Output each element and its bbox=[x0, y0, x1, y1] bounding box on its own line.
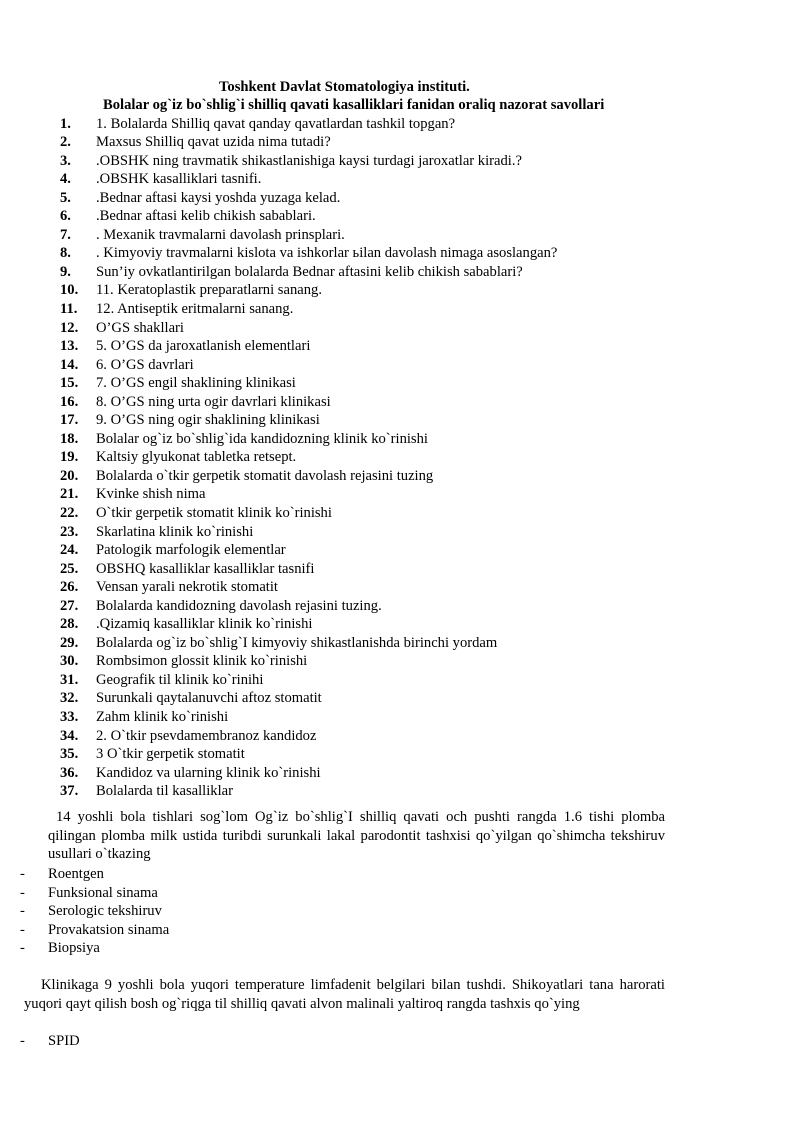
question-item bbox=[60, 541, 557, 560]
question-item bbox=[60, 263, 557, 282]
question-text: Surunkali qaytalanuvchi aftoz stomatit bbox=[96, 690, 322, 707]
question-text: Bolalar og`iz bo`shlig`ida kandidozning klinik ko`rinishi bbox=[96, 430, 428, 447]
question-item bbox=[60, 485, 557, 504]
question-number: 31. bbox=[60, 671, 79, 688]
question-text: 5. O’GS da jaroxatlanish elementlari bbox=[96, 338, 311, 355]
question-text: Kandidoz va ularning klinik ko`rinishi bbox=[96, 764, 321, 781]
question-text: Kvinke shish nima bbox=[96, 486, 206, 503]
question-item bbox=[60, 615, 557, 634]
question-text: .OBSHK ning travmatik shikastlanishiga kaysi turdagi jaroxatlar kiradi.? bbox=[96, 152, 522, 169]
question-item bbox=[60, 578, 557, 597]
question-number: 8. bbox=[60, 245, 71, 262]
question-item bbox=[60, 411, 557, 430]
question-number: 4. bbox=[60, 171, 71, 188]
question-item bbox=[60, 115, 557, 134]
question-item bbox=[60, 671, 557, 690]
question-item bbox=[60, 448, 557, 467]
question-text: Patologik marfologik elementlar bbox=[96, 542, 286, 559]
question-item bbox=[60, 319, 557, 338]
question-text: Bolalarda til kasalliklar bbox=[96, 783, 233, 800]
question-text: 9. O’GS ning ogir shaklining klinikasi bbox=[96, 412, 320, 429]
option-dash: - bbox=[20, 884, 25, 901]
question-number: 24. bbox=[60, 542, 79, 559]
question-item bbox=[60, 727, 557, 746]
question-item bbox=[60, 560, 557, 579]
question-number: 37. bbox=[60, 783, 79, 800]
question-text: .Bednar aftasi kelib chikish sabablari. bbox=[96, 208, 316, 225]
question-text: Rombsimon glossit klinik ko`rinishi bbox=[96, 653, 308, 670]
answer-option bbox=[20, 865, 169, 884]
question-number: 30. bbox=[60, 653, 79, 670]
question-number: 32. bbox=[60, 690, 79, 707]
question-item bbox=[60, 708, 557, 727]
question-item bbox=[60, 244, 557, 263]
question-number: 7. bbox=[60, 226, 71, 243]
answer-option bbox=[20, 939, 169, 958]
question-text: 8. O’GS ning urta ogir davrlari klinikasi bbox=[96, 393, 331, 410]
question-item bbox=[60, 226, 557, 245]
question-text: .Bednar aftasi kaysi yoshda yuzaga kelad. bbox=[96, 189, 341, 206]
option-text: Serologic tekshiruv bbox=[48, 903, 162, 919]
question-item bbox=[60, 597, 557, 616]
question-number: 36. bbox=[60, 764, 79, 781]
question-item bbox=[60, 374, 557, 393]
question-item bbox=[60, 745, 557, 764]
question-item bbox=[60, 634, 557, 653]
question-item bbox=[60, 467, 557, 486]
question-text: 1. Bolalarda Shilliq qavat qanday qavatlardan tashkil topgan? bbox=[96, 115, 456, 132]
question-number: 28. bbox=[60, 616, 79, 633]
question-text: Bolalarda o`tkir gerpetik stomatit davolash rejasini tuzing bbox=[96, 467, 434, 484]
question-number: 19. bbox=[60, 449, 79, 466]
answer-option bbox=[20, 902, 169, 921]
option-text: Biopsiya bbox=[48, 940, 100, 956]
question-text: O’GS shakllari bbox=[96, 319, 184, 336]
question-number: 5. bbox=[60, 189, 71, 206]
question-item bbox=[60, 523, 557, 542]
question-number: 2. bbox=[60, 134, 71, 151]
question-number: 15. bbox=[60, 375, 79, 392]
question-number: 3. bbox=[60, 152, 71, 169]
option-dash: - bbox=[20, 921, 25, 938]
question-text: . Mexanik travmalarni davolash prinsplari. bbox=[96, 226, 345, 243]
question-item bbox=[60, 764, 557, 783]
question-number: 22. bbox=[60, 504, 79, 521]
question-text: . Kimyoviy travmalarni kislota va ishkorlar ьilan davolash nimaga asoslangan? bbox=[96, 245, 558, 262]
question-number: 9. bbox=[60, 263, 71, 280]
question-text: 7. O’GS engil shaklining klinikasi bbox=[96, 375, 296, 392]
question-item bbox=[60, 430, 557, 449]
question-number: 6. bbox=[60, 208, 71, 225]
question-text: Skarlatina klinik ko`rinishi bbox=[96, 523, 254, 540]
case-1-text: 14 yoshli bola tishlari sog`lom Og`iz bo`shlig`I shilliq qavati och pushti rangda 1.6 tishi plomba qilingan plomba milk ustida turibdi surunkali lakal parodontit tashxisi qo`yilgan qo`shimcha tekshiruv usullari o`tkazing bbox=[48, 809, 665, 862]
question-number: 21. bbox=[60, 486, 79, 503]
question-text: .Qizamiq kasalliklar klinik ko`rinishi bbox=[96, 616, 313, 633]
question-text: 11. Keratoplastik preparatlarni sanang. bbox=[96, 282, 322, 299]
question-number: 33. bbox=[60, 709, 79, 725]
question-number: 1. bbox=[60, 115, 71, 132]
question-list bbox=[60, 115, 557, 801]
question-number: 27. bbox=[60, 597, 79, 614]
question-item bbox=[60, 170, 557, 189]
question-text: Bolalarda kandidozning davolash rejasini tuzing. bbox=[96, 597, 382, 614]
question-text: 2. O`tkir psevdamembranoz kandidoz bbox=[96, 727, 317, 744]
question-text: 3 O`tkir gerpetik stomatit bbox=[96, 746, 245, 763]
option-dash: - bbox=[20, 903, 25, 919]
question-item bbox=[60, 207, 557, 226]
question-number: 13. bbox=[60, 338, 79, 355]
question-text: Bolalarda og`iz bo`shlig`I kimyoviy shikastlanishda birinchi yordam bbox=[96, 634, 498, 651]
question-number: 25. bbox=[60, 560, 79, 577]
question-text: O`tkir gerpetik stomatit klinik ko`rinishi bbox=[96, 504, 332, 521]
answer-option bbox=[20, 884, 169, 903]
question-text: Sun’iy ovkatlantirilgan bolalarda Bednar aftasini kelib chikish sabablari? bbox=[96, 263, 523, 280]
question-number: 12. bbox=[60, 319, 79, 336]
option-text: Roentgen bbox=[48, 866, 104, 882]
question-number: 14. bbox=[60, 356, 79, 373]
case-1-options bbox=[20, 865, 169, 958]
question-number: 23. bbox=[60, 523, 79, 540]
question-number: 26. bbox=[60, 579, 79, 596]
question-item bbox=[60, 337, 557, 356]
question-number: 34. bbox=[60, 727, 79, 744]
question-number: 29. bbox=[60, 634, 79, 651]
question-item bbox=[60, 356, 557, 375]
question-text: Vensan yarali nekrotik stomatit bbox=[96, 579, 278, 596]
question-text: Kaltsiy glyukonat tabletka retsept. bbox=[96, 449, 297, 466]
case-2-text: Klinikaga 9 yoshli bola yuqori temperature limfadenit belgilari bilan tushdi. Shikoyatlari tana harorati yuqori qayt qilish bosh og`riqga til shilliq qavati alvon malinali yaltiroq rangda tashxis qo`ying bbox=[24, 977, 665, 1012]
question-text: .OBSHK kasalliklari tasnifi. bbox=[96, 171, 262, 188]
question-text: Zahm klinik ko`rinishi bbox=[96, 709, 229, 725]
question-text: OBSHQ kasalliklar kasalliklar tasnifi bbox=[96, 560, 315, 577]
question-item bbox=[60, 300, 557, 319]
option-dash: - bbox=[20, 866, 25, 882]
question-item bbox=[60, 281, 557, 300]
question-item bbox=[60, 504, 557, 523]
institute-title: Toshkent Davlat Stomatologiya instituti. bbox=[219, 79, 470, 95]
answer-option bbox=[20, 921, 169, 940]
option-text: Funksional sinama bbox=[48, 884, 158, 901]
question-number: 10. bbox=[60, 282, 79, 299]
option-text: Provakatsion sinama bbox=[48, 921, 170, 938]
question-item bbox=[60, 152, 557, 171]
answer-option bbox=[20, 1032, 80, 1051]
option-dash: - bbox=[20, 940, 25, 956]
question-item bbox=[60, 782, 557, 801]
question-text: 12. Antiseptik eritmalarni sanang. bbox=[96, 300, 294, 317]
question-item bbox=[60, 133, 557, 152]
question-number: 16. bbox=[60, 393, 79, 410]
question-item bbox=[60, 393, 557, 412]
case-2-options bbox=[20, 1032, 80, 1051]
question-text: 6. O’GS davrlari bbox=[96, 356, 194, 373]
question-number: 35. bbox=[60, 746, 79, 763]
option-text: SPID bbox=[48, 1033, 80, 1049]
question-number: 20. bbox=[60, 467, 79, 484]
option-dash: - bbox=[20, 1033, 25, 1049]
question-text: Maxsus Shilliq qavat uzida nima tutadi? bbox=[96, 134, 331, 151]
question-number: 17. bbox=[60, 412, 79, 429]
question-number: 18. bbox=[60, 430, 79, 447]
question-number: 11. bbox=[60, 300, 78, 317]
question-item bbox=[60, 689, 557, 708]
question-item bbox=[60, 189, 557, 208]
question-item bbox=[60, 652, 557, 671]
subject-title: Bolalar og`iz bo`shlig`i shilliq qavati kasalliklari fanidan oraliq nazorat savollari bbox=[103, 97, 605, 113]
question-text: Geografik til klinik ko`rinihi bbox=[96, 671, 264, 688]
